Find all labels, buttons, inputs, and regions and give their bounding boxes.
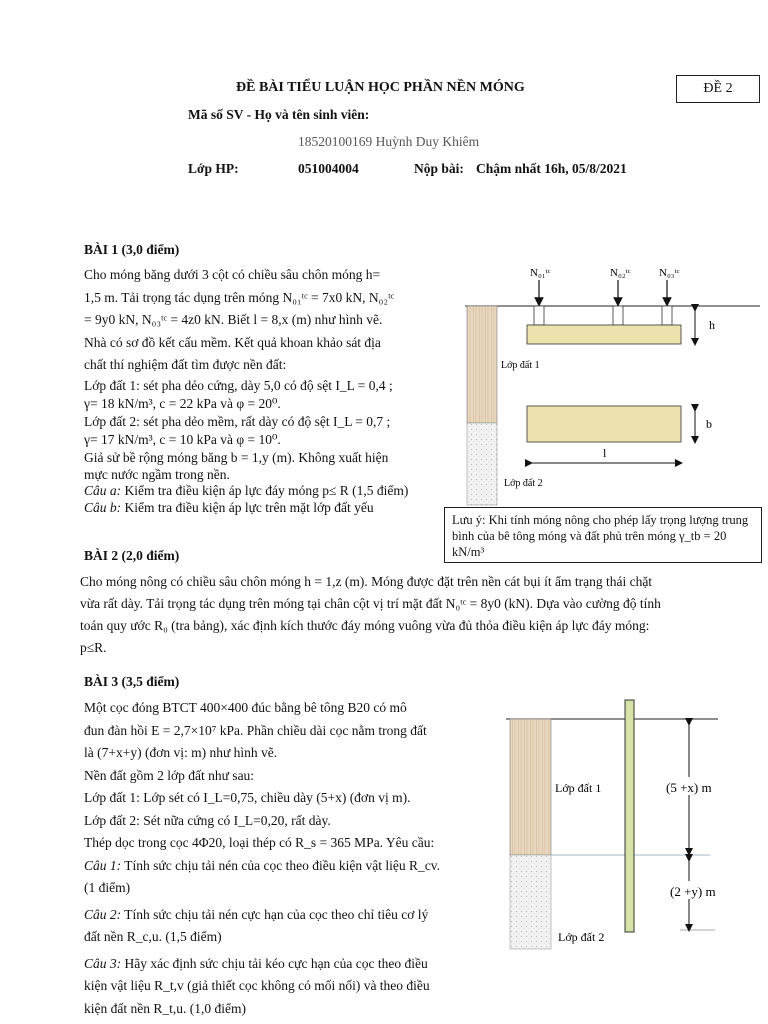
cau-a-label: Câu a: (84, 482, 122, 498)
layer2-label: Lớp đất 2 (504, 478, 543, 489)
cau-b-label: Câu b: (84, 499, 122, 515)
cau1-points: (1 điểm) (84, 880, 131, 895)
cau3-text-2: kiện vật liệu R_t,v (giả thiết cọc không có mối nối) và theo điều (84, 978, 430, 993)
bai1-text (84, 264, 438, 515)
column-3 (662, 280, 672, 325)
bai1-line: Giả sử bề rộng móng băng b = 1,y (m). Không xuất hiện (84, 449, 389, 465)
n01-label: N₀₁ᵗᶜ (530, 267, 551, 279)
bai3-line: Một cọc đóng BTCT 400×400 đúc bằng bê tông B20 có mô (84, 700, 407, 715)
bai1-line: Cho móng băng dưới 3 cột có chiều sâu chôn móng h= (84, 267, 381, 282)
bai3-text (84, 697, 468, 1020)
class-value: 051004004 (298, 161, 359, 176)
bai3-cau2 (84, 904, 468, 927)
note-text: Lưu ý: Khi tính móng nông cho phép lấy trọng lượng trung bình của bê tông móng và đất phủ trên móng γ_tb = 20 kN/m³ (452, 513, 749, 559)
deadline-label: Nộp bài: (414, 161, 464, 176)
soil-layer-1 (467, 306, 497, 423)
class-label: Lớp HP: (188, 161, 239, 176)
column-2 (613, 280, 623, 325)
bai3-line: Lớp đất 2: Sét nữa cứng có I_L=0,20, rất dày. (84, 812, 331, 828)
bai2-heading: BÀI 2 (2,0 điểm) (84, 548, 180, 563)
bai1-cau-b (84, 499, 438, 515)
bai3-line: đun đàn hồi E = 2,7×10⁷ kPa. Phần chiều dài cọc nằm trong đất (84, 722, 427, 738)
l-label: l (603, 446, 607, 460)
bai3-line: là (7+x+y) (đơn vị: m) như hình vẽ. (84, 745, 278, 760)
column-1 (534, 280, 544, 325)
pile-layer2-label: Lớp đất 2 (558, 930, 605, 944)
cau2-text: Tính sức chịu tải nén cực hạn của cọc theo chỉ tiêu cơ lý (121, 906, 429, 922)
exam-code: ĐỀ 2 (703, 81, 733, 96)
student-value: 18520100169 Huỳnh Duy Khiêm (298, 134, 480, 149)
bai1-heading: BÀI 1 (3,0 điểm) (84, 242, 180, 257)
bai3-line: Lớp đất 1: Lớp sét có I_L=0,75, chiều dày (5+x) (đơn vị m). (84, 790, 411, 805)
bai1-line: Lớp đất 1: sét pha dẻo cứng, dày 5,0 có độ sệt I_L = 0,4 ; (84, 377, 393, 393)
cau3-label: Câu 3: (84, 955, 122, 971)
bai2-line: vừa rất dày. Tải trọng tác dụng trên móng tại chân cột vị trí mặt đất N₀ᵗᶜ = 8y0 (kN). Dựa vào cường độ tính (80, 596, 661, 611)
pile-layer1-label: Lớp đất 1 (555, 781, 602, 795)
bai1-line: γ= 17 kN/m³, c = 10 kPa và φ = 10⁰. (84, 431, 281, 447)
h-label: h (709, 318, 715, 332)
soil-layer-2 (467, 423, 497, 505)
bai2-line: Cho móng nông có chiều sâu chôn móng h = 1,z (m). Móng được đặt trên nền cát bụi ít ẩm trạng thái chặt (80, 574, 653, 589)
pile (625, 700, 634, 932)
bai2-line: p≤R. (80, 640, 107, 655)
bai2-line: toán quy ước R₀ (tra bảng), xác định kích thước đáy móng vuông vừa đủ thỏa điều kiện áp lực đáy móng: (80, 618, 650, 633)
page-title: ĐỀ BÀI TIỂU LUẬN HỌC PHẦN NỀN MÓNG (236, 80, 525, 95)
cau2-text-2: đất nền R_c,u. (1,5 điểm) (84, 929, 222, 944)
bai2-text (80, 571, 764, 659)
bai1-line: mực nước ngầm trong nền. (84, 466, 230, 482)
student-label: Mã số SV - Họ và tên sinh viên: (188, 107, 370, 122)
bai1-cau-a (84, 483, 438, 499)
b-label: b (706, 417, 712, 431)
cau3-text: Hãy xác định sức chịu tải kéo cực hạn của cọc theo điều (121, 955, 428, 971)
pile-diagram (500, 695, 762, 957)
cau1-text: Tính sức chịu tải nén của cọc theo điều kiện vật liệu R_cv. (121, 857, 440, 873)
cau3-text-3: kiện đất nền R_t,u. (1,0 điểm) (84, 1000, 246, 1016)
footing-elevation (527, 325, 681, 344)
exam-code-box (676, 75, 760, 103)
bai1-line: Lớp đất 2: sét pha dẻo mềm, rất dày có độ sệt I_L = 0,7 ; (84, 413, 391, 429)
pile-soil-layer-2 (510, 855, 551, 949)
bai1-line: = 9y0 kN, N₀₃ᵗᶜ = 4z0 kN. Biết l = 8,x (m) như hình vẽ. (84, 312, 383, 327)
cau1-label: Câu 1: (84, 857, 122, 873)
bai1-line: chất thí nghiệm đất tìm được nền đất: (84, 357, 287, 372)
note-box (444, 507, 762, 563)
bai3-line: Nền đất gồm 2 lớp đất như sau: (84, 767, 255, 783)
bai1-line: 1,5 m. Tải trọng tác dụng trên móng N₀₁ᵗᶜ = 7x0 kN, N₀₂ᵗᶜ (84, 289, 395, 305)
n03-label: N₀₃ᵗᶜ (659, 267, 680, 279)
bai1-line: Nhà có sơ đồ kết cấu mềm. Kết quả khoan khảo sát địa (84, 334, 381, 350)
cau-b-text: Kiểm tra điều kiện áp lực trên mặt lớp đất yếu (121, 499, 374, 515)
bai3-line: Thép dọc trong cọc 4Φ20, loại thép có R_s = 365 MPa. Yêu cầu: (84, 835, 435, 850)
pile-soil-layer-1 (510, 719, 551, 855)
dim1-label: (5 +x) m (666, 780, 712, 795)
cau2-label: Câu 2: (84, 906, 122, 922)
footing-plan (527, 406, 681, 442)
bai3-heading: BÀI 3 (3,5 điểm) (84, 674, 180, 689)
strip-foundation-diagram (455, 258, 765, 508)
bai3-cau3 (84, 953, 468, 976)
bai3-cau1 (84, 855, 468, 878)
cau-a-text: Kiểm tra điều kiện áp lực đáy móng p≤ R (1,5 điểm) (121, 482, 409, 498)
dim2-label: (2 +y) m (670, 884, 716, 899)
layer1-label: Lớp đất 1 (501, 360, 540, 371)
n02-label: N₀₂ᵗᶜ (610, 267, 631, 279)
deadline-value: Chậm nhất 16h, 05/8/2021 (476, 161, 627, 176)
bai1-line: γ= 18 kN/m³, c = 22 kPa và φ = 20⁰. (84, 395, 281, 411)
